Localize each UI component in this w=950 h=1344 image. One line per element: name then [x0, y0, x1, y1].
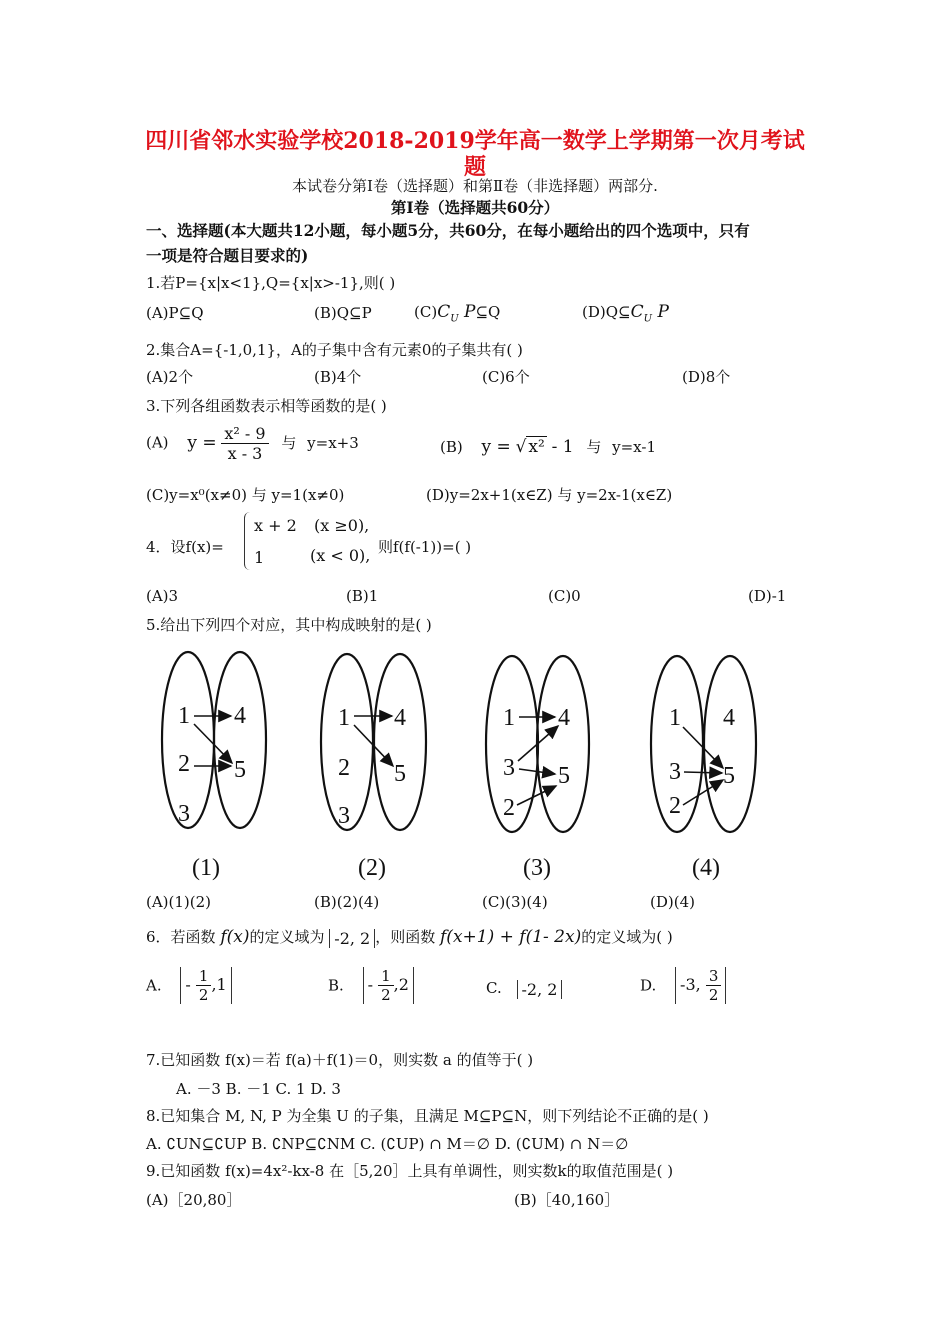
q3-option-d: (D)y=2x+1(x∈Z) 与 y=2x-1(x∈Z) [426, 486, 673, 504]
d2-left-1: 1 [338, 705, 350, 731]
diagram-3-label: (3) [523, 855, 551, 881]
q4-case-2-cond: (x < 0), [310, 546, 371, 565]
section-instructions: 一、选择题(本大题共12小题，每小题5分，共60分，在每小题给出的四个选项中，只有 [146, 221, 750, 240]
section-instructions-cont: 一项是符合题目要求的) [146, 246, 309, 265]
q4-case-2-expr: 1 [254, 548, 265, 567]
part-heading: 第Ⅰ卷（选择题共60分） [390, 198, 560, 217]
question-4-stem-post: 则f(f(-1))=( ) [378, 538, 472, 556]
d4-right-4: 4 [723, 705, 735, 731]
diagram-4-label: (4) [692, 855, 720, 881]
question-6-stem: 6．若函数 f(x)的定义域为 -2, 2 ，则函数 f(x+1) + f(1- 2x)的定义域为( ) [146, 927, 673, 948]
question-8-stem: 8.已知集合 M, N, P 为全集 U 的子集，且满足 M⊆P⊆N，则下列结论不正确的是( ) [146, 1107, 709, 1125]
d3-right-4: 4 [558, 705, 570, 731]
page-title: 四川省邻水实验学校2018-2019学年高一数学上学期第一次月考试 [145, 128, 805, 154]
piecewise-brace [244, 512, 251, 570]
d3-left-1: 1 [503, 705, 515, 731]
q4-option-d: (D)-1 [748, 587, 787, 605]
q4-option-c: (C)0 [548, 587, 581, 605]
d2-left-2: 2 [338, 755, 350, 781]
q1-option-d: $(D)Q⊆C_U$ P [582, 302, 669, 325]
d2-right-4: 4 [394, 705, 406, 731]
question-2-stem: 2.集合A={-1,0,1}，A的子集中含有元素0的子集共有( ) [146, 341, 523, 359]
d3-left-2: 2 [503, 795, 515, 821]
q5-option-d: (D)(4) [650, 893, 695, 911]
q8-options: A. ∁UN⊆∁UP B. ∁NP⊆∁NM C. (∁UP) ∩ M＝∅ D. (∁UM) ∩ N＝∅ [146, 1135, 629, 1153]
q6-option-a: A. - $\frac{1}{2}$ ,1 [146, 967, 232, 1004]
d4-right-5: 5 [723, 763, 735, 789]
d3-left-3: 3 [503, 755, 515, 781]
d1-left-2: 2 [178, 751, 190, 777]
d1-right-4: 4 [234, 703, 246, 729]
mapping-diagrams [150, 645, 770, 890]
q3-option-a: (A) y = $\frac{\text{x² - 9}}{x - 3}$ 与 y=x+3 [146, 424, 359, 463]
q2-option-a: (A)2个 [146, 368, 194, 386]
q4-option-a: (A)3 [146, 587, 179, 605]
q9-option-b: (B)［40,160］ [514, 1191, 620, 1209]
question-7-stem: 7.已知函数 f(x)＝若 f(a)＋f(1)＝0，则实数 a 的值等于( ) [146, 1051, 534, 1069]
q1-option-c: $(C)C_U$ P⊆Q [414, 302, 501, 325]
d1-left-1: 1 [178, 703, 190, 729]
q4-case-1-cond: (x ≥0), [314, 516, 370, 535]
q1-option-a: (A)P⊆Q [146, 304, 204, 322]
question-5-stem: 5.给出下列四个对应，其中构成映射的是( ) [146, 616, 432, 634]
q6-option-d: D. -3, $\frac{3}{2}$ [640, 967, 726, 1004]
q2-option-d: (D)8个 [682, 368, 731, 386]
q7-options: A. －3 B. －1 C. 1 D. 3 [176, 1080, 341, 1098]
page-title-cont: 题 [463, 154, 486, 180]
q4-case-1-expr: x + 2 [254, 516, 297, 535]
q1-option-b: (B)Q⊆P [314, 304, 372, 322]
d1-right-5: 5 [234, 757, 246, 783]
q3-option-b: (B) y = √ x² - 1 与 y=x-1 [440, 437, 656, 457]
q6-option-c: C. -2, 2 [486, 979, 562, 999]
q6-option-b: B. - $\frac{1}{2}$ ,2 [328, 967, 414, 1004]
q5-option-b: (B)(2)(4) [314, 893, 380, 911]
question-1-stem: 1.若P={x|x<1},Q={x|x>-1},则( ) [146, 274, 396, 292]
d4-left-2: 2 [669, 793, 681, 819]
d4-left-1: 1 [669, 705, 681, 731]
q5-option-c: (C)(3)(4) [482, 893, 548, 911]
d2-left-3: 3 [338, 803, 350, 829]
d4-left-3: 3 [669, 759, 681, 785]
q4-option-b: (B)1 [346, 587, 379, 605]
q9-option-a: (A)［20,80］ [146, 1191, 242, 1209]
intro-text: 本试卷分第Ⅰ卷（选择题）和第Ⅱ卷（非选择题）两部分. [292, 177, 658, 195]
diagram-2-label: (2) [358, 855, 386, 881]
q3-option-c: (C)y=x⁰(x≠0) 与 y=1(x≠0) [146, 486, 345, 504]
d2-right-5: 5 [394, 761, 406, 787]
question-3-stem: 3.下列各组函数表示相等函数的是( ) [146, 397, 387, 415]
question-4-stem-pre: 4．设f(x)= [146, 538, 224, 556]
diagram-1-label: (1) [192, 855, 220, 881]
question-9-stem: 9.已知函数 f(x)=4x²-kx-8 在［5,20］上具有单调性，则实数k的取值范围是( ) [146, 1162, 674, 1180]
d3-right-5: 5 [558, 763, 570, 789]
d1-left-3: 3 [178, 801, 190, 827]
q2-option-b: (B)4个 [314, 368, 362, 386]
q2-option-c: (C)6个 [482, 368, 530, 386]
q5-option-a: (A)(1)(2) [146, 893, 212, 911]
